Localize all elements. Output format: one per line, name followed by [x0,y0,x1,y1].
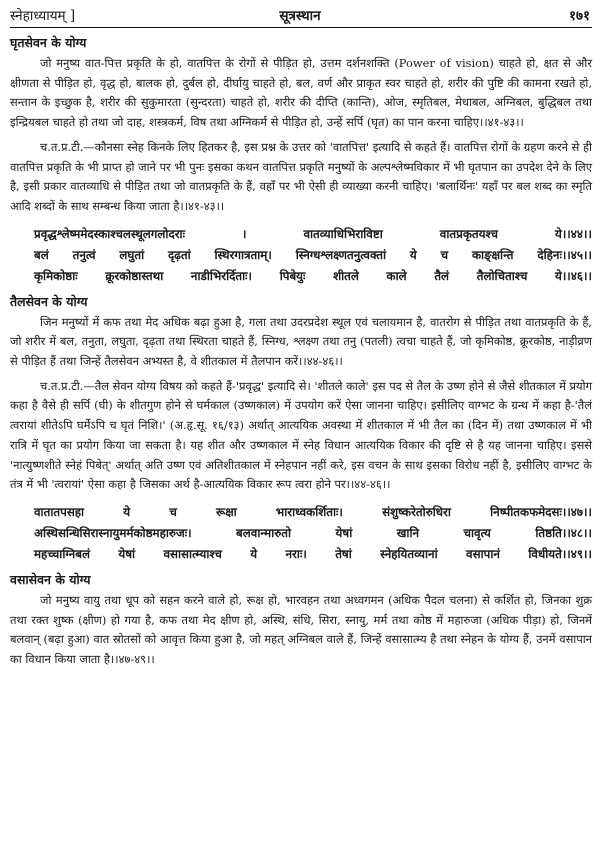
paragraph: जिन मनुष्यों में कफ तथा मेद अधिक बढ़ा हुआ है, गला तथा उदरप्रदेश स्थूल एवं चलायमान है, वातरोग से पीड़ित तथा वातप्रकृति के हैं, जो शरीर में बल, तनुता, लघुता, दृढ़ता तथा स्थिरता चाहते हैं, स्निग्ध, श्लक्ष्ण तथा तनु (पतली) त्वचा चाहते हैं, जो कृमिकोष्ठ, क्रूरकोष्ठ, नाड़ीव्रण से पीड़ित हैं तथा जिन्हें तैलसेवन अभ्यस्त है, वे शीतकाल में तैलपान करें।।४४-४६।। [10,314,592,369]
commentary-paragraph: च.त.प्र.टी.—तैल सेवन योग्य विषय को कहते हैं-'प्रवृद्ध' इत्यादि से। 'शीतले काले' इस पद से तैल के उष्ण होने से जैसे शीतकाल में प्रयोग कहा है वैसे ही सर्पि (घी) के शीतगुण होने से घर्मकाल (उष्णकाल) में उपयोग करें ऐसा जानना चाहिए। इसीलिए वाग्भट के ग्रन्थ में कहा है-'तैलं त्वरायां शीतेऽपि घर्मेऽपि च घृतं निशि।' (अ.हृ.सू. १६/१३) अर्थात् आत्ययिक अवस्था में शीतकाल में भी तैल का (दिन में) तथा उष्णकाल में भी रात्रि में घृत का प्रयोग किया जा सकता है। यह शीत और उष्णकाल में स्नेह विधान आत्ययिक विकार की दृष्टि से है यह जानना चाहिए। इससे 'नात्युष्णशीते स्नेहं पिबेत्' अर्थात् अति उष्ण एवं अतिशीतकाल में स्नेहपान नहीं करे, इस वचन के साथ इसका विरोध नहीं है, इसीलिए वाग्भट के तंत्र में भी 'त्वरायां' ऐसा कहा है जिसका अर्थ है-आत्ययिक विकार रूप त्वरा होने पर।।४४-४६।। [10,378,592,492]
page-number: १७१ [568,8,590,24]
section-heading-ghee: घृतसेवन के योग्य [10,35,87,50]
verse-line: कृमिकोष्ठाः क्रूरकोष्ठास्तथा नाडीभिरर्दिताः। पिबेयुः शीतले काले तैलं तैलोचिताश्च ये।।४६।। [34,268,592,283]
running-header [10,6,592,28]
chapter-name: स्नेहाध्यायम् ] [10,8,76,24]
section-heading-oil: तैलसेवन के योग्य [10,293,88,309]
section-title: सूत्रस्थान [279,8,321,24]
paragraph: जो मनुष्य वायु तथा धूप को सहन करने वाले हो, रूक्ष हो, भारवहन तथा अध्वगमन (अधिक पैदल चलना) से कर्शित हो, जिनका शुक्र तथा रक्त शुष्क (क्षीण) हो गया है, कफ तथा मेद क्षीण हो, अस्थि, संधि, सिरा, स्नायु, मर्म तथा कोष्ठ में महारुजा (अधिक पीड़ा) हो, जिनमें बलवान् (बढ़ा हुआ) वात स्रोतसों को आवृत्त किया हुआ है, जो महत् अग्निबल वाले हैं, जिन्हें वसासात्म्य है तथा स्नेहन के योग्य हैं, उनमें वसापान का विधान किया जाता है।।४७-४९।। [10,592,592,667]
commentary-paragraph: च.त.प्र.टी.—कौनसा स्नेह किनके लिए हितकर है, इस प्रश्न के उत्तर को 'वातपित्त' इत्यादि से कहते हैं। वातपित्त रोगों के ग्रहण करने से ही वातपित्त प्रकृति के भी प्राप्त हो जाने पर भी पुनः इसका कथन वातपित्त प्रकृति मनुष्यों के अल्पश्लेष्मविकार में भी घृतपान का उपदेश देने के लिए है, इसी प्रकार वातव्याधि से पीड़ित तथा जो वातप्रकृति के हैं, वहाँ पर भी ऐसी ही व्याख्या करनी चाहिए। 'बलार्थिनः' यहाँ पर बल शब्द का स्मृति आदि शब्दों के साथ सम्बन्ध किया जाता है।।४१-४३।। [10,139,592,213]
verse-line: प्रवृद्धश्लेष्ममेदस्काश्चलस्थूलगलोदराः । वातव्याधिभिराविष्टा वातप्रकृतयश्च ये।।४४।। [34,226,592,241]
paragraph: जो मनुष्य वात-पित्त प्रकृति के हो, वातपित्त के रोगों से पीड़ित हो, उत्तम दर्शनशक्ति (Power of vision) चाहते हो, क्षत से और क्षीणता से पीड़ित हो, वृद्ध हो, बालक हो, दुर्बल हो, दीर्घायु चाहते हो, बल, वर्ण और प्राकृत स्वर चाहते हो, शरीर की पुष्टि की कामना रखते हो, सन्तान के इच्छुक है, शरीर की सुकुमारता (सुन्दरता) चाहते हो, शरीर की दीप्ति (कान्ति), ओज, स्मृतिबल, मेधाबल, अग्निबल, बुद्धिबल तथा इन्द्रियबल चाहते हो तथा जो दाह, शस्त्रकर्म, विष तथा अग्निकर्म से पीड़ित हो, उन्हें सर्पि (घृत) का पान करना चाहिए।।४१-४३।। [10,56,592,130]
sanskrit-verse [10,224,592,287]
verse-line: अस्थिसन्धिसिरास्नायुमर्मकोष्ठमहारुजः। बलवान्मारुतो येषां खानि चावृत्य तिष्ठति।।४८।। [34,525,592,540]
verse-line: महच्चाग्निबलं येषां वसासात्म्याश्च ये नराः। तेषां स्नेहयितव्यानां वसापानं विधीयते।।४९।। [34,546,592,561]
book-page [10,6,592,670]
sanskrit-verse [10,502,592,565]
section-heading-fat: वसासेवन के योग्य [10,571,91,587]
verse-line: बलं तनुत्वं लघुतां दृढ़तां स्थिरगात्रताम्। स्निग्धश्लक्ष्णतनुत्वक्तां ये च काङ्क्षन्ति देहिनः।।४५।। [34,247,592,262]
verse-line: वातातपसहा ये च रूक्षा भाराध्वकर्शिताः। संशुष्करेतोरुधिरा निष्पीतकफमेदसः।।४७।। [34,504,592,519]
